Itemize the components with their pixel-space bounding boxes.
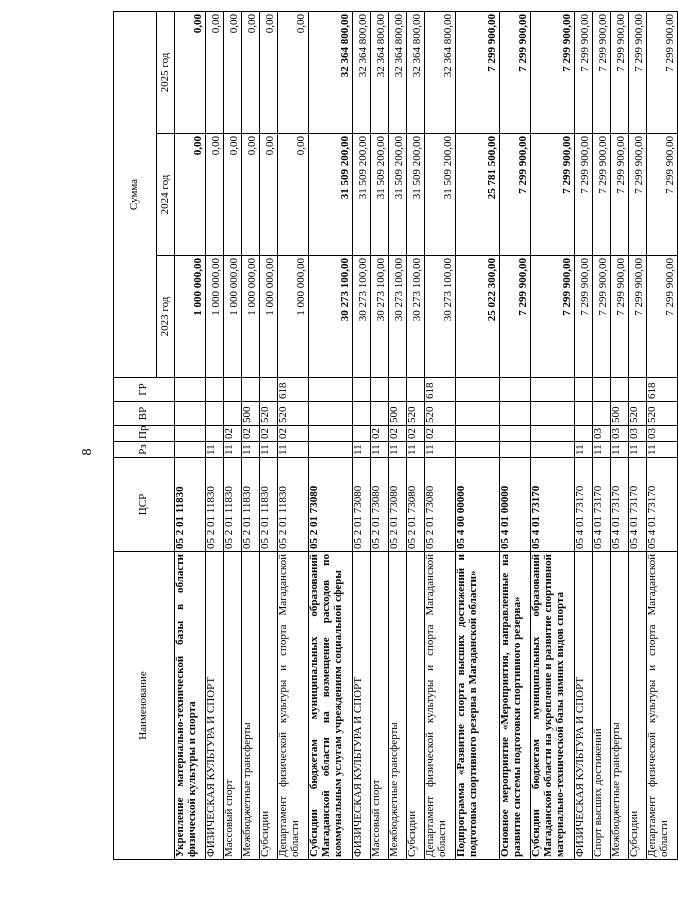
cell-gr	[611, 378, 629, 402]
cell-gr	[309, 378, 353, 402]
cell-csr: 05 2 01 11830	[206, 458, 224, 552]
cell-rz: 11	[260, 442, 278, 458]
cell-pr: 03	[611, 426, 629, 442]
cell-pr	[531, 426, 575, 442]
cell-gr: 618	[278, 378, 309, 402]
header-gr: ГР	[114, 378, 175, 402]
cell-name: Спорт высших достижений	[593, 552, 611, 860]
cell-2024: 25 781 500,00	[456, 134, 500, 256]
table-row	[500, 11, 531, 859]
cell-2023: 25 022 300,00	[456, 256, 500, 378]
cell-gr	[224, 378, 242, 402]
cell-csr: 05 2 01 73080	[425, 458, 456, 552]
header-csr: ЦСР	[114, 458, 175, 552]
cell-2023: 7 299 900,00	[593, 256, 611, 378]
cell-2024: 7 299 900,00	[575, 134, 593, 256]
cell-csr: 05 2 01 73080	[353, 458, 371, 552]
cell-2024: 0,00	[242, 134, 260, 256]
cell-vr: 500	[242, 402, 260, 426]
cell-gr	[371, 378, 389, 402]
table-body	[175, 11, 678, 859]
cell-pr	[309, 426, 353, 442]
cell-pr: 02	[260, 426, 278, 442]
cell-2024: 31 509 200,00	[425, 134, 456, 256]
cell-rz: 11	[647, 442, 678, 458]
cell-2025: 7 299 900,00	[629, 11, 647, 133]
cell-name: Межбюджетные трансферты	[242, 552, 260, 860]
cell-2024: 31 509 200,00	[309, 134, 353, 256]
table-row	[206, 11, 224, 859]
header-rz: Рз	[114, 442, 175, 458]
cell-pr: 02	[242, 426, 260, 442]
cell-rz: 11	[353, 442, 371, 458]
cell-csr: 05 2 01 11830	[175, 458, 206, 552]
cell-name: ФИЗИЧЕСКАЯ КУЛЬТУРА И СПОРТ	[575, 552, 593, 860]
cell-2023: 7 299 900,00	[629, 256, 647, 378]
cell-2025: 32 364 800,00	[309, 11, 353, 133]
cell-2024: 31 509 200,00	[389, 134, 407, 256]
cell-gr	[407, 378, 425, 402]
cell-2024: 7 299 900,00	[647, 134, 678, 256]
cell-vr: 500	[611, 402, 629, 426]
cell-vr	[593, 402, 611, 426]
cell-vr	[175, 402, 206, 426]
cell-2023: 7 299 900,00	[575, 256, 593, 378]
table-row	[425, 11, 456, 859]
cell-vr: 500	[389, 402, 407, 426]
cell-rz	[456, 442, 500, 458]
table-row	[371, 11, 389, 859]
cell-vr	[500, 402, 531, 426]
cell-pr: 03	[647, 426, 678, 442]
cell-csr: 05 2 01 11830	[242, 458, 260, 552]
cell-2024: 0,00	[206, 134, 224, 256]
header-2023: 2023 год	[157, 256, 175, 378]
cell-gr	[575, 378, 593, 402]
cell-rz: 11	[206, 442, 224, 458]
cell-pr: 03	[629, 426, 647, 442]
header-name: Наименование	[114, 552, 175, 860]
cell-2025: 7 299 900,00	[575, 11, 593, 133]
cell-gr	[629, 378, 647, 402]
cell-pr: 02	[224, 426, 242, 442]
cell-csr: 05 2 01 11830	[278, 458, 309, 552]
cell-2025: 32 364 800,00	[407, 11, 425, 133]
table-row	[175, 11, 206, 859]
cell-name: Межбюджетные трансферты	[611, 552, 629, 860]
cell-gr	[531, 378, 575, 402]
cell-name: Департамент физической культуры и спорта Магаданской области	[647, 552, 678, 860]
cell-name: Департамент физической культуры и спорта Магаданской области	[425, 552, 456, 860]
cell-csr: 05 4 01 00000	[500, 458, 531, 552]
cell-2024: 7 299 900,00	[629, 134, 647, 256]
cell-gr	[353, 378, 371, 402]
cell-rz: 11	[242, 442, 260, 458]
cell-gr	[593, 378, 611, 402]
cell-name: Основное мероприятие «Мероприятия, направленные на развитие системы подготовки спортивного резерва»	[500, 552, 531, 860]
cell-csr: 05 4 01 73170	[611, 458, 629, 552]
cell-csr: 05 4 01 73170	[629, 458, 647, 552]
cell-csr: 05 4 01 73170	[531, 458, 575, 552]
cell-rz: 11	[593, 442, 611, 458]
cell-2023: 1 000 000,00	[224, 256, 242, 378]
cell-2024: 31 509 200,00	[353, 134, 371, 256]
cell-gr	[206, 378, 224, 402]
cell-rz: 11	[575, 442, 593, 458]
cell-2025: 32 364 800,00	[353, 11, 371, 133]
header-pr: Пр	[114, 426, 175, 442]
table-row	[647, 11, 678, 859]
table-row	[260, 11, 278, 859]
cell-gr: 618	[425, 378, 456, 402]
cell-pr	[206, 426, 224, 442]
cell-2025: 7 299 900,00	[456, 11, 500, 133]
cell-pr: 02	[371, 426, 389, 442]
cell-pr: 02	[278, 426, 309, 442]
cell-vr: 520	[260, 402, 278, 426]
cell-vr	[309, 402, 353, 426]
cell-vr	[224, 402, 242, 426]
table-row	[309, 11, 353, 859]
cell-2024: 0,00	[175, 134, 206, 256]
cell-pr: 02	[407, 426, 425, 442]
cell-2023: 30 273 100,00	[353, 256, 371, 378]
cell-vr	[353, 402, 371, 426]
cell-vr: 520	[278, 402, 309, 426]
table-row	[389, 11, 407, 859]
cell-pr	[175, 426, 206, 442]
cell-vr	[206, 402, 224, 426]
cell-pr: 02	[389, 426, 407, 442]
cell-2023: 7 299 900,00	[531, 256, 575, 378]
cell-gr	[175, 378, 206, 402]
cell-pr: 02	[425, 426, 456, 442]
cell-rz: 11	[371, 442, 389, 458]
cell-name: Субсидии	[629, 552, 647, 860]
cell-gr	[260, 378, 278, 402]
cell-2023: 1 000 000,00	[278, 256, 309, 378]
budget-table-container	[113, 12, 677, 860]
cell-2024: 7 299 900,00	[500, 134, 531, 256]
cell-rz	[309, 442, 353, 458]
cell-name: Укрепление материально-технической базы в области физической культуры и спорта	[175, 552, 206, 860]
cell-csr: 05 2 01 73080	[371, 458, 389, 552]
cell-rz: 11	[278, 442, 309, 458]
cell-2023: 30 273 100,00	[407, 256, 425, 378]
cell-2024: 7 299 900,00	[531, 134, 575, 256]
cell-2024: 31 509 200,00	[371, 134, 389, 256]
cell-pr	[575, 426, 593, 442]
cell-2023: 1 000 000,00	[260, 256, 278, 378]
cell-name: Массовый спорт	[224, 552, 242, 860]
cell-2023: 7 299 900,00	[611, 256, 629, 378]
page-number: 8	[80, 448, 95, 456]
cell-name: Межбюджетные трансферты	[389, 552, 407, 860]
cell-2023: 30 273 100,00	[309, 256, 353, 378]
cell-name: Субсидии	[407, 552, 425, 860]
table-row	[629, 11, 647, 859]
cell-2025: 0,00	[260, 11, 278, 133]
table-row	[456, 11, 500, 859]
cell-csr: 05 2 01 73080	[309, 458, 353, 552]
cell-csr: 05 2 01 11830	[224, 458, 242, 552]
header-2025: 2025 год	[157, 11, 175, 133]
cell-2023: 30 273 100,00	[371, 256, 389, 378]
cell-name: ФИЗИЧЕСКАЯ КУЛЬТУРА И СПОРТ	[353, 552, 371, 860]
cell-2023: 1 000 000,00	[206, 256, 224, 378]
cell-2025: 0,00	[224, 11, 242, 133]
cell-2025: 0,00	[206, 11, 224, 133]
cell-2025: 0,00	[175, 11, 206, 133]
cell-2024: 31 509 200,00	[407, 134, 425, 256]
table-row	[407, 11, 425, 859]
cell-2023: 1 000 000,00	[242, 256, 260, 378]
cell-gr	[389, 378, 407, 402]
cell-2025: 7 299 900,00	[647, 11, 678, 133]
cell-2025: 0,00	[242, 11, 260, 133]
cell-rz: 11	[611, 442, 629, 458]
cell-rz	[500, 442, 531, 458]
cell-vr	[575, 402, 593, 426]
cell-vr	[456, 402, 500, 426]
cell-name: Подпрограмма «Развитие спорта высших достижений и подготовка спортивного резерва в Магаданской области»	[456, 552, 500, 860]
table-row	[224, 11, 242, 859]
cell-2025: 0,00	[278, 11, 309, 133]
cell-2024: 0,00	[278, 134, 309, 256]
cell-2025: 32 364 800,00	[425, 11, 456, 133]
cell-rz: 11	[425, 442, 456, 458]
cell-rz: 11	[224, 442, 242, 458]
cell-2025: 7 299 900,00	[500, 11, 531, 133]
cell-vr: 520	[407, 402, 425, 426]
budget-table	[113, 11, 678, 860]
cell-2025: 7 299 900,00	[593, 11, 611, 133]
cell-2024: 7 299 900,00	[611, 134, 629, 256]
cell-name: Департамент физической культуры и спорта Магаданской области	[278, 552, 309, 860]
cell-2025: 32 364 800,00	[389, 11, 407, 133]
cell-2025: 32 364 800,00	[371, 11, 389, 133]
table-row	[531, 11, 575, 859]
cell-vr: 520	[425, 402, 456, 426]
cell-csr: 05 2 01 11830	[260, 458, 278, 552]
cell-2023: 1 000 000,00	[175, 256, 206, 378]
cell-gr: 618	[647, 378, 678, 402]
cell-csr: 05 4 01 73170	[593, 458, 611, 552]
cell-pr	[500, 426, 531, 442]
cell-pr	[456, 426, 500, 442]
cell-pr: 03	[593, 426, 611, 442]
cell-2024: 0,00	[260, 134, 278, 256]
cell-csr: 05 4 01 73170	[575, 458, 593, 552]
header-2024: 2024 год	[157, 134, 175, 256]
cell-2023: 30 273 100,00	[425, 256, 456, 378]
cell-name: Субсидии	[260, 552, 278, 860]
cell-pr	[353, 426, 371, 442]
cell-2025: 7 299 900,00	[531, 11, 575, 133]
cell-vr	[371, 402, 389, 426]
table-row	[353, 11, 371, 859]
cell-name: Субсидии бюджетам муниципальных образований Магаданской области на укрепление и развитие спортивной материально-технической базы зимних видов спорта	[531, 552, 575, 860]
table-row	[242, 11, 260, 859]
cell-2023: 7 299 900,00	[647, 256, 678, 378]
cell-csr: 05 2 01 73080	[407, 458, 425, 552]
cell-gr	[500, 378, 531, 402]
cell-rz: 11	[407, 442, 425, 458]
table-row	[575, 11, 593, 859]
cell-vr	[531, 402, 575, 426]
cell-rz: 11	[629, 442, 647, 458]
cell-rz	[531, 442, 575, 458]
cell-2024: 7 299 900,00	[593, 134, 611, 256]
cell-csr: 05 4 00 00000	[456, 458, 500, 552]
table-row	[611, 11, 629, 859]
cell-gr	[242, 378, 260, 402]
cell-rz: 11	[389, 442, 407, 458]
cell-rz	[175, 442, 206, 458]
cell-2023: 7 299 900,00	[500, 256, 531, 378]
cell-gr	[456, 378, 500, 402]
cell-vr: 520	[647, 402, 678, 426]
cell-vr: 520	[629, 402, 647, 426]
cell-name: Массовый спорт	[371, 552, 389, 860]
cell-csr: 05 4 01 73170	[647, 458, 678, 552]
header-sum: Сумма	[114, 11, 157, 377]
cell-name: Субсидии бюджетам муниципальных образований Магаданской области на возмещение расходов по коммунальным услугам учреждениям социальной сферы	[309, 552, 353, 860]
header-vr: ВР	[114, 402, 175, 426]
cell-name: ФИЗИЧЕСКАЯ КУЛЬТУРА И СПОРТ	[206, 552, 224, 860]
cell-2024: 0,00	[224, 134, 242, 256]
table-row	[593, 11, 611, 859]
header-row-1	[114, 11, 157, 859]
cell-2023: 30 273 100,00	[389, 256, 407, 378]
table-row	[278, 11, 309, 859]
cell-2025: 7 299 900,00	[611, 11, 629, 133]
cell-csr: 05 2 01 73080	[389, 458, 407, 552]
